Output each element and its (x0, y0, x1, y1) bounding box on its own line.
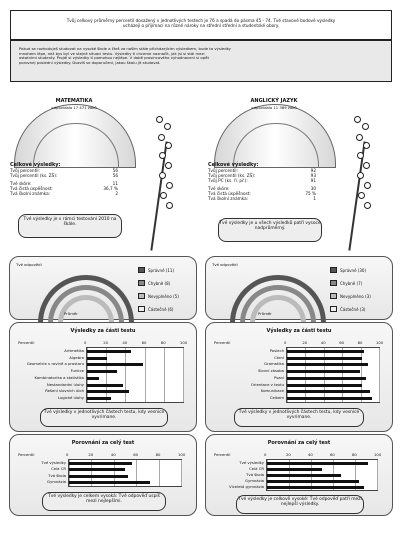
math-bars-bar-label: Aritmetika (64, 348, 84, 353)
math-column (4, 88, 200, 543)
english-ring-chart (230, 275, 316, 318)
english-bars-bar (287, 390, 370, 393)
math-legend-4: Částečně (6) (138, 306, 174, 312)
english-compare-bar (267, 468, 322, 471)
english-bars-axis-label: Percentil (214, 340, 231, 345)
math-bars-tick-label: 40 (122, 340, 128, 345)
english-bars-area (250, 340, 384, 403)
math-compare-axis-label: Percentil (18, 452, 35, 457)
math-bars-bar (87, 363, 143, 366)
math-bars-tick-label: 0 (84, 340, 87, 345)
math-compare-bar-label: Tvé výsledky (41, 460, 66, 465)
math-legend-1: Správně (11) (138, 267, 174, 273)
math-bars-bar (87, 357, 107, 360)
math-ring-label: Průměr (64, 311, 78, 316)
english-bars-bar (287, 370, 360, 373)
math-rings-title: Tvé odpovědi (16, 262, 42, 267)
math-bars-tick-label: 60 (141, 340, 147, 345)
math-bars-bar-label: Nestandardní úlohy (46, 382, 84, 387)
math-compare-tick-label: 100 (178, 452, 186, 457)
math-compare-note: Tvé výsledky je celkem vysoká: Tvé odpověď uspíš mezi nejlepšími. (42, 492, 166, 511)
english-rings-panel (205, 256, 393, 320)
math-summary (10, 162, 118, 196)
english-ring-label: Průměr (258, 311, 272, 316)
english-bars-tick-label: 20 (302, 340, 308, 345)
math-bars-bar (87, 377, 99, 380)
math-bars-gridline (125, 348, 126, 402)
math-bars-bar-label: Kombinatorika a statistika (34, 375, 84, 380)
english-bars-bar-label: Celkem (269, 396, 284, 401)
math-bars-gridline (145, 348, 146, 402)
english-compare-bar-label: Gymnázia (245, 478, 264, 483)
english-summary-rows: Tvůj percentil: 92 Tvůj percentil (ks. ZŠ): 93 Tvůj PC (ks. ří. př.): 91 Tvé skóre: 30 Tvá čistá úspěšnost: 75 % Tvá školní známka: 1 (208, 168, 316, 201)
math-bars-bar (87, 390, 129, 393)
math-title: MATEMATIKA (55, 98, 93, 104)
english-compare-bar (267, 486, 364, 489)
math-compare-tick-label: 20 (88, 452, 94, 457)
math-respondents: odpovídalo 17 471 žáků (51, 105, 97, 110)
math-bars-bar-label: Řešení slovních úloh (45, 389, 84, 394)
math-compare-tick-label: 60 (133, 452, 139, 457)
math-compare-bar-label: Gymnázia (47, 480, 66, 485)
math-bars-panel (9, 322, 197, 432)
english-legend-1: Správně (30) (330, 267, 366, 273)
english-dome (214, 104, 336, 168)
english-compare-tick-label: 20 (286, 452, 291, 457)
english-bars-tick-label: 80 (357, 340, 363, 345)
header-note (10, 10, 392, 40)
english-compare-tick-label: 100 (374, 452, 382, 457)
math-compare-tick-label: 40 (110, 452, 116, 457)
english-compare-area (229, 452, 382, 491)
english-title: ANGLICKÝ JAZYK (250, 98, 298, 104)
math-dome (14, 104, 136, 168)
math-speech: Tvé výsledky je v rámci testování 2010 na škále. (18, 214, 122, 238)
math-compare-tick-label: 0 (66, 452, 69, 457)
english-bars-tick-label: 0 (284, 340, 287, 345)
english-bars-note: Tvé výsledky v jednotlivých částech testu, kdy vesnice vyvrimane. (234, 408, 364, 427)
english-bars-bar (287, 357, 362, 360)
english-compare-bar (267, 480, 359, 483)
math-compare-area (41, 452, 186, 487)
intro-line-3: ostatními studenty. Projdi si výsledky ti pomohou nejlépe. V době prosincového vyhodnocení si opět (19, 55, 209, 61)
english-bars-bar-label: Poslech (269, 348, 284, 353)
english-bars-tick-label: 40 (320, 340, 326, 345)
english-compare-panel (205, 434, 393, 516)
english-compare-tick-label: 40 (308, 452, 313, 457)
english-bars-bar-label: Čtení (274, 355, 284, 360)
english-legend-2: Chybně (7) (330, 280, 362, 286)
math-compare-bar-label: Tvá škola (48, 473, 66, 478)
english-summary (208, 162, 316, 201)
math-bars-bar-label: Geometrie v rovině a prostoru (26, 362, 84, 367)
math-bars-bar-label: Algebra (69, 355, 84, 360)
math-bars-note: Tvé výsledky v jednotlivých částech testu, kdy vesnice vyvrimane. (40, 408, 168, 427)
english-compare-bar-label: Víceletá gymnázia (229, 484, 264, 489)
english-bars-bar-label: Orientace v textu (250, 382, 284, 387)
header-line-2: ucházejí o přijímací na různé nároky na střední střední a studentské obory. (122, 23, 280, 28)
math-legend-2: Chybně (8) (138, 280, 170, 286)
intro-panel (10, 40, 392, 82)
math-bars-tick-label: 20 (103, 340, 109, 345)
intro-line-2: mnohem lépe, než bys byl ve stejné situaci testu. Výsledky ti chceme naznačit, jak jsi si stál mezi (19, 50, 205, 56)
english-bars-tick-label: 100 (376, 340, 384, 345)
math-summary-title: Celkové výsledky: (10, 162, 61, 168)
math-bars-tick-label: 100 (180, 340, 188, 345)
english-compare-bar (267, 474, 341, 477)
english-compare-bar-label: Tvé výsledky (239, 460, 264, 465)
english-column (202, 88, 398, 543)
math-compare-tick-label: 80 (155, 452, 161, 457)
english-bars-bar-label: Slovní zásoba (257, 369, 284, 374)
english-bars-gridline (379, 348, 380, 402)
math-bars-gridline (164, 348, 165, 402)
math-compare-bar (69, 475, 128, 478)
math-bars-bar-label: Funkce (70, 369, 84, 374)
math-compare-gridline (159, 460, 160, 486)
math-compare-title: Porovnání za celý test (71, 440, 135, 446)
math-compare-gridline (181, 460, 182, 486)
english-bars-bar (287, 350, 364, 353)
english-compare-bar-label: Tvá škola (246, 472, 264, 477)
math-compare-bar (69, 462, 132, 465)
math-bars-title: Výsledky za části testu (70, 328, 136, 334)
math-bars-axis-label: Percentil (18, 340, 35, 345)
english-bars-panel (205, 322, 393, 432)
english-legend-4: Částečně (3) (330, 306, 366, 312)
english-bars-bar (287, 384, 362, 387)
intro-line-1: Pokud se rozhoduješ studovat na vysoké škole a čteš za naším stále přicházejícím výsledkem, bude ta výsledky (19, 46, 231, 51)
english-bars-title: Výsledky za části testu (266, 328, 332, 334)
header-line-1: Tvůj celkový průměrný percentil dosažený v jednotlivých testech je 76 a spadá do pásma 45 - 74. Tvé stavové bodové výsledky (66, 18, 336, 23)
english-compare-tick-label: 60 (330, 452, 335, 457)
english-bars-bar-label: Psaní (274, 375, 284, 380)
english-compare-axis-label: Percentil (214, 452, 231, 457)
english-legend-3: Nevyplněno (3) (330, 293, 371, 299)
english-compare-bar (267, 462, 368, 465)
math-bars-bar (87, 397, 111, 400)
intro-line-4: porovnej poslední výsledky. Dozvíš se doporučení, jakou školu jít studovat. (19, 59, 161, 65)
english-bars-bar (287, 377, 366, 380)
english-compare-gridline (377, 460, 378, 490)
math-bars-bar (87, 350, 131, 353)
math-bars-gridline (183, 348, 184, 402)
english-respondents: odpovídalo 11 389 žáků (251, 105, 297, 110)
math-plant (142, 106, 180, 256)
math-bars-bar-label: Logické úlohy (58, 396, 84, 401)
math-compare-bar (69, 468, 125, 471)
english-compare-tick-label: 80 (352, 452, 357, 457)
english-compare-bar-label: Celá ČR (249, 466, 264, 471)
math-bars-tick-label: 80 (160, 340, 166, 345)
english-bars-bar-label: Komunikace (260, 389, 284, 394)
math-bars-bar (87, 370, 117, 373)
english-compare-tick-label: 0 (264, 452, 267, 457)
english-summary-title: Celkové výsledky: (208, 162, 259, 168)
english-bars-bar-label: Gramatika (264, 362, 284, 367)
math-compare-panel (9, 434, 197, 516)
math-rings-panel (9, 256, 197, 320)
english-compare-title: Porovnání za celý test (267, 440, 331, 446)
math-ring-chart (38, 275, 124, 318)
math-bars-bar (87, 384, 123, 387)
math-compare-bar (69, 481, 150, 484)
math-compare-bar-label: Celá ČR (51, 467, 66, 472)
english-speech: Tvé výsledky je u všech výsledků patří vysoce nadprůměrný. (218, 218, 322, 242)
english-bars-tick-label: 60 (339, 340, 345, 345)
english-plant (340, 106, 378, 256)
english-compare-note: Tvé výsledky je celkově vysoké: Tvé odpověď patří mezi nejlepší výsledky. (236, 495, 364, 514)
english-bars-bar (287, 397, 372, 400)
english-bars-bar (287, 363, 368, 366)
math-legend-3: Nevyplněno (5) (138, 293, 179, 299)
english-rings-title: Tvé odpovědi (212, 262, 238, 267)
math-summary-rows: Tvůj percentil: 56 Tvůj percentil (ks. ZŠ): 56 Tvé skóre: 11 Tvá čistá úspěšnost: 36,7 % Tvá školní známka: 2 (10, 168, 118, 196)
